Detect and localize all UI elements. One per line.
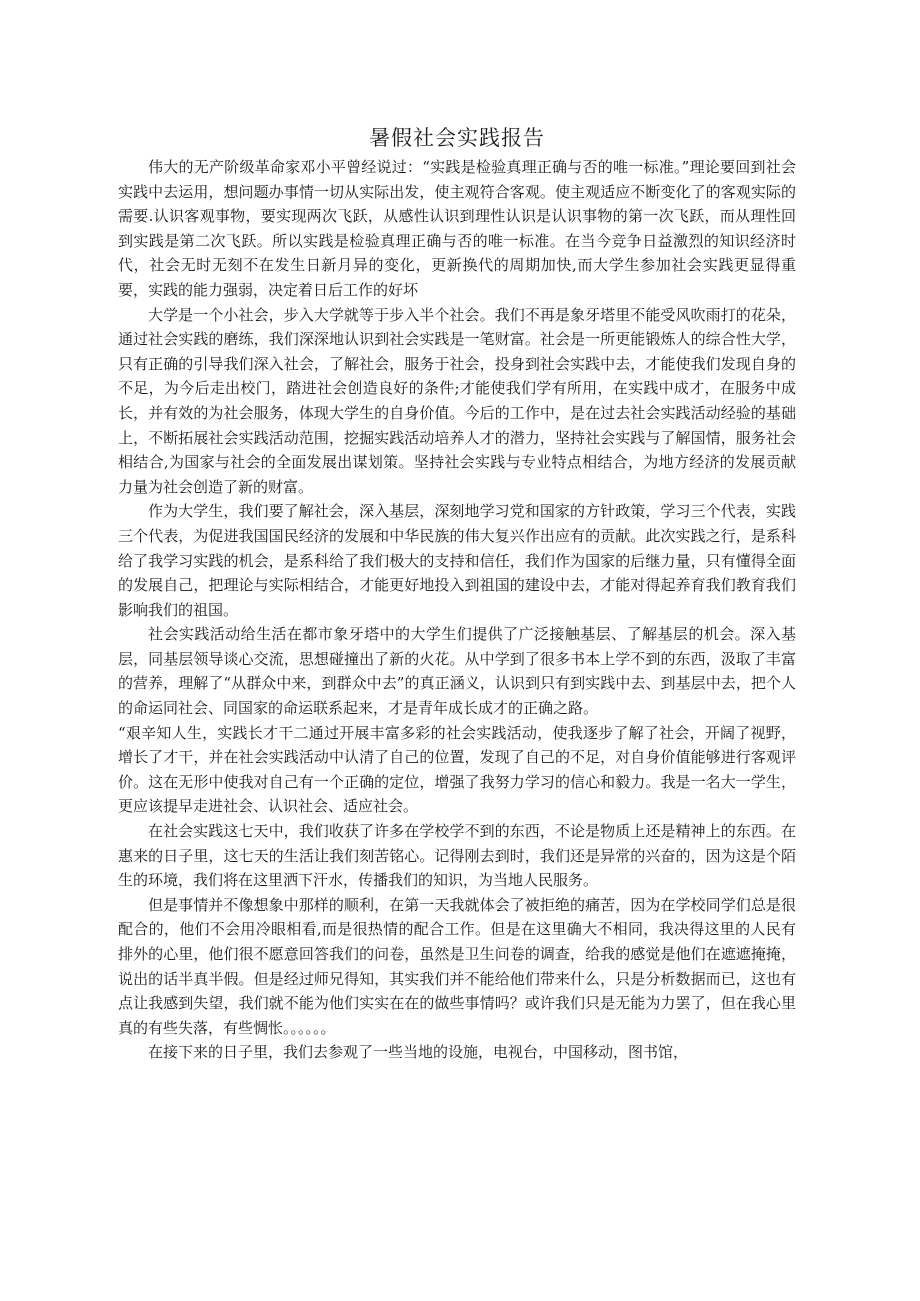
document-title: 暑假社会实践报告 (369, 126, 545, 150)
paragraph-4: 社会实践活动给生活在都市象牙塔中的大学生们提供了广泛接触基层、了解基层的机会。深入基层，同基层领导谈心交流，思想碰撞出了新的火花。从中学到了很多书本上学不到的东西，汲取了丰富的营养，理解了“从群众中来，到群众中去”的真正涵义，认识到只有到实践中去、到基层中去，把个人的命运同社会、同国家的命运联系起来，才是青年成长成才的正确之路。 (118, 625, 796, 718)
paragraph-7: 但是事情并不像想象中那样的顺利，在第一天我就体会了被拒绝的痛苦，因为在学校同学们总是很配合的，他们不会用冷眼相看,而是很热情的配合工作。但是在这里确大不相同，我决得这里的人民有排外的心里，他们很不愿意回答我们的问卷，虽然是卫生问卷的调查，给我的感觉是他们在遮遮掩掩，说出的话半真半假。但是经过师兄得知，其实我们并不能给他们带来什么，只是分析数据而已，这也有点让我感到失望，我们就不能为他们实实在在的做些事情吗？或许我们只是无能为力罢了，但在我心里真的有些失落，有些惆怅。。。。。。 (118, 895, 796, 1037)
paragraph-6: 在社会实践这七天中，我们收获了许多在学校学不到的东西，不论是物质上还是精神上的东西。在惠来的日子里，这七天的生活让我们刻苦铭心。记得刚去到时，我们还是异常的兴奋的，因为这是个陌生的环境，我们将在这里洒下汗水，传播我们的知识，为当地人民服务。 (118, 822, 796, 890)
paragraph-8: 在接下来的日子里，我们去参观了一些当地的设施，电视台，中国移动，图书馆， (148, 1043, 689, 1062)
document-body (118, 126, 796, 1065)
paragraph-2: 大学是一个小社会，步入大学就等于步入半个社会。我们不再是象牙塔里不能受风吹雨打的花朵，通过社会实践的磨练，我们深深地认识到社会实践是一笔财富。社会是一所更能锻炼人的综合性大学，只有正确的引导我们深入社会，了解社会，服务于社会，投身到社会实践中去，才能使我们发现自身的不足，为今后走出校门，踏进社会创造良好的条件;才能使我们学有所用，在实践中成才，在服务中成长，并有效的为社会服务，体现大学生的自身价值。今后的工作中，是在过去社会实践活动经验的基础上，不断拓展社会实践活动范围，挖掘实践活动培养人才的潜力，坚持社会实践与了解国情，服务社会相结合,为国家与社会的全面发展出谋划策。坚持社会实践与专业特点相结合，为地方经济的发展贡献力量为社会创造了新的财富。 (118, 305, 796, 496)
paragraph-3: 作为大学生，我们要了解社会，深入基层，深刻地学习党和国家的方针政策，学习三个代表，实践三个代表，为促进我国国民经济的发展和中华民族的伟大复兴作出应有的贡献。此次实践之行，是系科给了我学习实践的机会，是系科给了我们极大的支持和信任，我们作为国家的后继力量，只有懂得全面的发展自己，把理论与实际相结合，才能更好地投入到祖国的建设中去，才能对得起养育我们教育我们影响我们的祖国。 (118, 502, 796, 619)
paragraph-1: 伟大的无产阶级革命家邓小平曾经说过：“实践是检验真理正确与否的唯一标准。”理论要回到社会实践中去运用，想问题办事情一切从实际出发，使主观符合客观。使主观适应不断变化了的客观实际的需要.认识客观事物，要实现两次飞跃，从感性认识到理性认识是认识事物的第一次飞跃，而从理性回到实践是第二次飞跃。所以实践是检验真理正确与否的唯一标准。在当今竞争日益激烈的知识经济时代，社会无时无刻不在发生日新月异的变化，更新换代的周期加快,而大学生参加社会实践更显得重要，实践的能力强弱，决定着日后工作的好坏 (118, 158, 796, 299)
paragraph-5: “艰辛知人生，实践长才干二通过开展丰富多彩的社会实践活动，使我逐步了解了社会，开阔了视野，增长了才干，并在社会实践活动中认清了自己的位置，发现了自己的不足，对自身价值能够进行客观评价。这在无形中使我对自己有一个正确的定位，增强了我努力学习的信心和毅力。我是一名大一学生，更应该提早走进社会、认识社会、适应社会。 (118, 723, 796, 816)
